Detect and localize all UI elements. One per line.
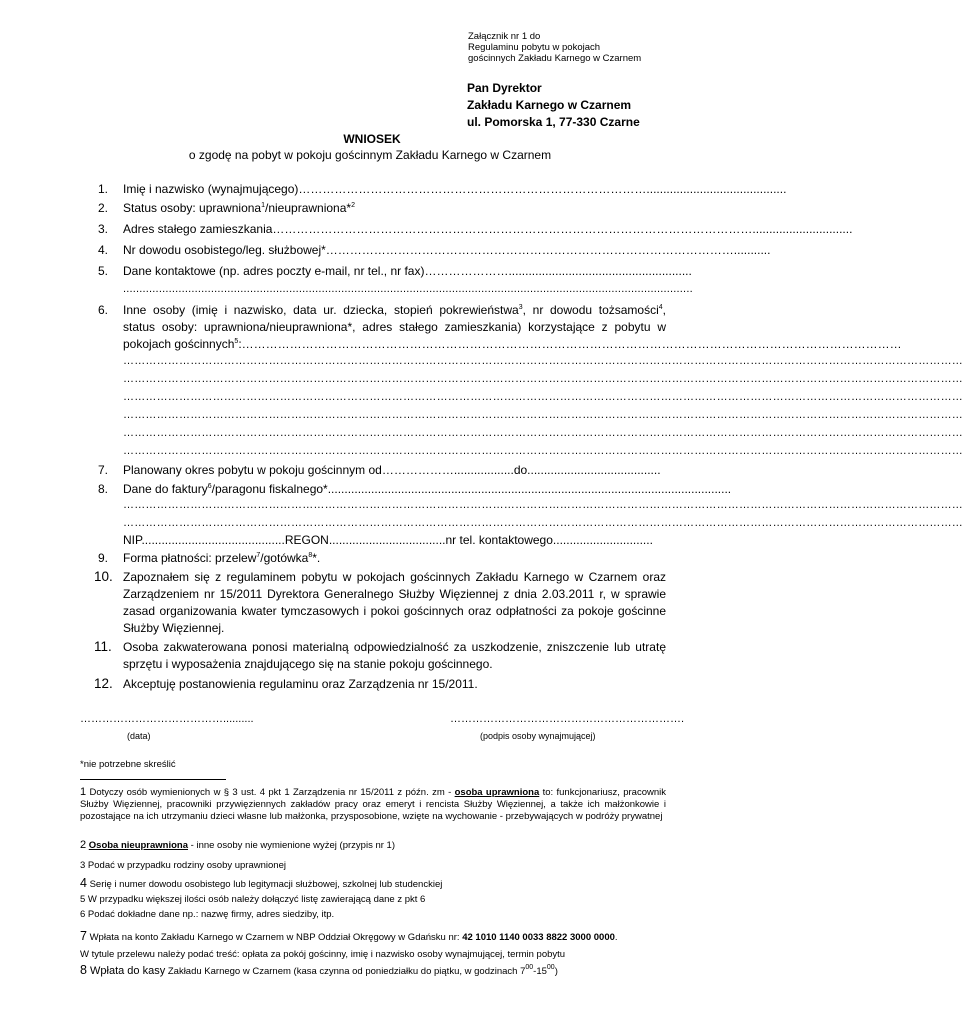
form-item-5 — [98, 263, 692, 279]
footnote-7-transfer-title: W tytule przelewu należy podać treść: opłata za pokój gościnny, imię i nazwisko osoby wynajmującej, termin pobytu — [80, 949, 566, 960]
other-persons-line[interactable]: ……………………………………………………………………………………………………………………………………………………………………………………………………… — [123, 427, 963, 439]
footnote-2: 2 Osoba nieuprawniona - inne osoby nie wymienione wyżej (przypis nr 1) — [80, 839, 395, 851]
liability-statement: Osoba zakwaterowana ponosi materialną odpowiedzialność za uszkodzenie, zniszczenie lub utratę sprzętu i wyposażenia znajdującego się na stanie pokoju gościnnego. — [123, 640, 666, 671]
form-item-3 — [98, 221, 853, 237]
other-persons-line1: Inne osoby (imię i nazwisko, data ur. dziecka, stopień pokrewieństwa$^3$, nr dowodu tożsamości$^4$, — [123, 303, 666, 317]
addressee-block: Pan Dyrektor Zakładu Karnego w Czarnem ul. Pomorska 1, 77-330 Czarne — [467, 81, 640, 129]
footnote-4: 4 Serię i numer dowodu osobistego lub legitymacji służbowej, szkolnej lub studenckiej — [80, 876, 443, 890]
form-item-6 — [98, 302, 902, 351]
footnote-7: 7 Wpłata na konto Zakładu Karnego w Czarnem w NBP Oddział Okręgowy w Gdańsku nr: 42 1010 1140 0033 8822 3000 0000. — [80, 929, 618, 943]
form-item-7 — [98, 462, 666, 478]
form-item-2 — [98, 200, 666, 216]
address-field[interactable]: Adres stałego zamieszkania………………………………………………………………………………………………………….............................. — [123, 222, 853, 236]
invoice-data-line[interactable]: ……………………………………………………………………………………………………………………………………………………………………………………………………… — [123, 499, 963, 511]
applicant-name-field[interactable]: Imię i nazwisko (wynajmującego)…………………………………………………………………………….......................................... — [123, 182, 787, 196]
form-item-10 — [94, 569, 666, 635]
item-number: 4. — [98, 243, 109, 257]
bank-account-number: 42 1010 1140 0033 8822 3000 0000 — [462, 932, 615, 943]
id-document-field[interactable]: Nr dowodu osobistego/leg. służbowej*…………………………………………………………………………………………........... — [123, 243, 771, 257]
date-label: (data) — [127, 731, 151, 741]
invoice-data-line[interactable]: ……………………………………………………………………………………………………………………………………………………………………………………………………… — [123, 517, 963, 529]
nip-regon-phone-field[interactable]: NIP...........................................REGON...................................nr tel. kontaktowego.............................. — [123, 533, 653, 547]
item-number: 10. — [94, 569, 113, 584]
item-number: 11. — [94, 639, 112, 654]
form-item-11 — [94, 639, 666, 673]
item-number: 9. — [98, 551, 109, 565]
document-subtitle: o zgodę na pobyt w pokoju gościnnym Zakładu Karnego w Czarnem — [188, 148, 552, 162]
form-item-9 — [98, 550, 666, 566]
other-persons-line[interactable]: ……………………………………………………………………………………………………………………………………………………………………………………………………… — [123, 445, 963, 457]
other-persons-line2: status osoby: uprawniona/nieuprawniona*, adres stałego zamieszkania) korzystające z pobytu w — [123, 320, 666, 334]
other-persons-field[interactable]: pokojach gościnnych$^5$:………………………………………………………………………………………………………………………………………………… — [123, 337, 902, 351]
regulations-statement: Zapoznałem się z regulaminem pobytu w pokojach gościnnych Zakładu Karnego w Czarnem oraz Zarządzeniem nr 15/2011 Dyrektora Generalnego Służby Więziennej z dnia 2.03.2011 r, w sprawie zasad organizowania kwater tymczasowych i pokoi gościnnych oraz odpłatności za pokoje gościnne Służby Więziennej. — [123, 570, 666, 635]
payment-method-field[interactable]: Forma płatności: przelew$^7$/gotówka$^8$*. — [123, 551, 321, 565]
signature-field[interactable]: ………………………………………………………. — [450, 713, 685, 725]
item-number: 2. — [98, 201, 109, 215]
form-item-1 — [98, 181, 787, 197]
footnote-6: 6 Podać dokładne dane np.: nazwę firmy, adres siedziby, itp. — [80, 909, 335, 920]
item-number: 6. — [98, 303, 109, 317]
stay-period-field[interactable]: Planowany okres pobytu w pokoju gościnnym od………………..................do........................................ — [123, 463, 661, 477]
invoice-data-field[interactable]: Dane do faktury$^6$/paragonu fiskalnego*......................................................................................................................... — [123, 482, 732, 496]
other-persons-line[interactable]: ……………………………………………………………………………………………………………………………………………………………………………………………………… — [123, 409, 963, 421]
form-item-4 — [98, 242, 771, 258]
footnote-separator — [80, 779, 226, 780]
contact-field-continuation[interactable]: ............................................................................................................................................................................... — [123, 283, 693, 295]
item-number: 7. — [98, 463, 109, 477]
footnote-8: 8 Wpłata do kasy Zakładu Karnego w Czarnem (kasa czynna od poniedziałku do piątku, w godzinach $7^{00}-15^{00}$) — [80, 963, 558, 977]
date-field[interactable]: ………………………………….......... — [80, 713, 254, 725]
contact-field[interactable]: Dane kontaktowe (np. adres poczty e-mail, nr tel., nr fax)…………………....................................................... — [123, 264, 692, 278]
document-title: WNIOSEK — [343, 132, 401, 146]
attachment-note: Załącznik nr 1 do Regulaminu pobytu w pokojach gościnnych Zakładu Karnego w Czarnem — [468, 31, 642, 64]
footnote-5: 5 W przypadku większej ilości osób należy dołączyć listę zawierającą dane z pkt 6 — [80, 894, 426, 905]
item-number: 8. — [98, 482, 109, 496]
other-persons-line[interactable]: ……………………………………………………………………………………………………………………………………………………………………………………………………… — [123, 355, 963, 367]
footnote-3: 3 Podać w przypadku rodziny osoby uprawnionej — [80, 860, 286, 871]
item-number: 5. — [98, 264, 109, 278]
item-number: 3. — [98, 222, 109, 236]
strike-note: *nie potrzebne skreślić — [80, 759, 176, 770]
item-number: 12. — [94, 676, 113, 691]
other-persons-line[interactable]: ……………………………………………………………………………………………………………………………………………………………………………………………………… — [123, 373, 963, 385]
item-number: 1. — [98, 182, 109, 196]
status-field[interactable]: Status osoby: uprawniona$^1$/nieuprawniona*$^2$ — [123, 201, 355, 215]
form-item-8 — [98, 481, 732, 497]
acceptance-statement: Akceptuję postanowienia regulaminu oraz Zarządzenia nr 15/2011. — [123, 677, 478, 691]
form-item-12 — [94, 676, 666, 692]
signature-label: (podpis osoby wynajmującej) — [480, 731, 596, 741]
footnote-1: 1 Dotyczy osób wymienionych w § 3 ust. 4 pkt 1 Zarządzenia nr 15/2011 z późn. zm - osoba uprawniona to: funkcjonariusz, pracownik Służby Więziennej, pracowniki przywięziennych zakładów pracy oraz emeryt i rencista Służby Więziennej, a także ich małżonkowie i pozostające na ich utrzymaniu dzieci własne lub małżonka, przysposobione, wzięte na wychowanie - przebywających w podróży prywatnej — [80, 786, 666, 822]
other-persons-line[interactable]: ……………………………………………………………………………………………………………………………………………………………………………………………………… — [123, 391, 963, 403]
